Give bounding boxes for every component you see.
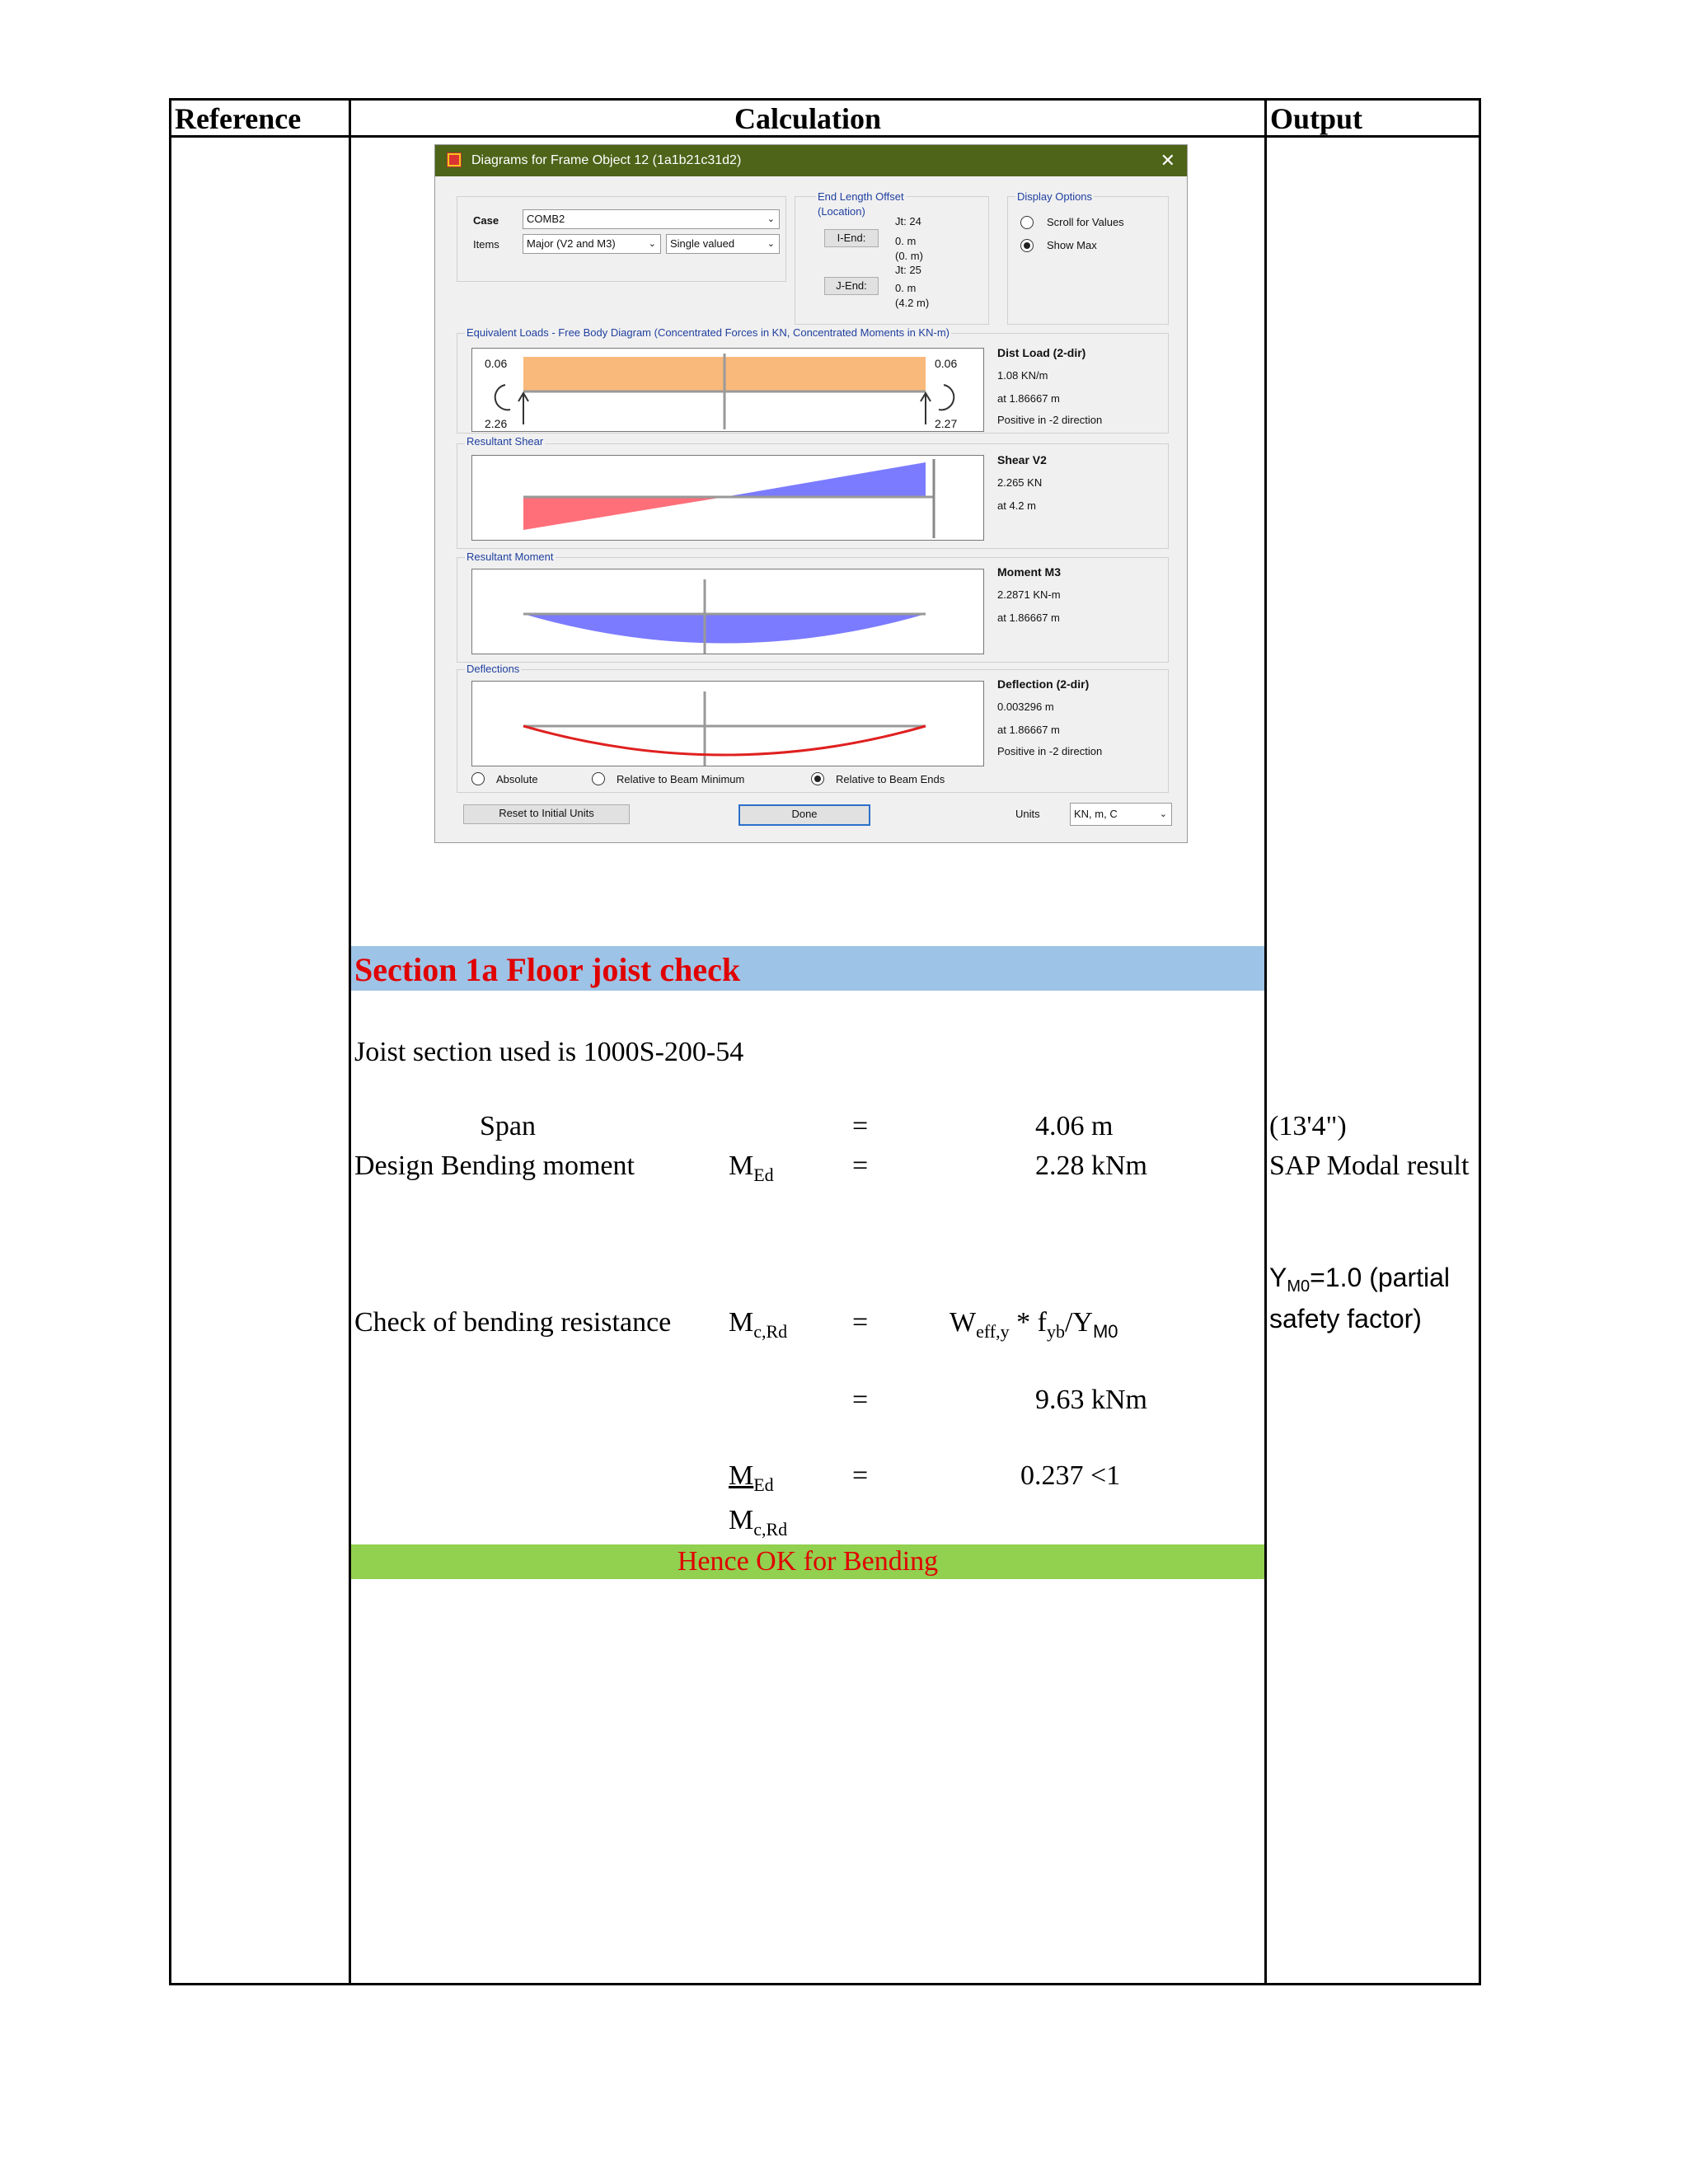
show-max-radio[interactable] [1020,239,1034,252]
ratio-num-sub: Ed [753,1474,774,1495]
app-icon [447,152,462,167]
ratio-equals: = [852,1460,869,1491]
header-reference: Reference [175,102,302,135]
result-text: Hence OK for Bending [677,1546,939,1577]
shear-positive-area [724,462,926,497]
end-offset-sub: (Location) [818,205,865,218]
formula-w: W [950,1307,977,1338]
display-options-legend: Display Options [1017,190,1093,203]
deflection-diagram [471,681,984,766]
left-moment-icon [495,385,510,410]
gamma-value: =1.0 (partial [1310,1263,1451,1292]
design-moment-value: 2.28 kNm [1035,1151,1147,1181]
mcrd-m: M [729,1307,754,1338]
ratio-den-sub: c,Rd [753,1519,788,1540]
shear-negative-area [523,497,724,530]
items-mode-value: Single valued [670,237,735,250]
design-moment-label: Design Bending moment [354,1151,635,1181]
units-label: Units [1015,808,1040,820]
scroll-radio[interactable] [1020,216,1034,229]
joist-section-line: Joist section used is 1000S-200-54 [354,1037,744,1067]
bending-check-equals: = [852,1307,869,1338]
deflection-graphic [472,682,983,766]
j-end-value: 0. m [895,282,917,294]
done-button[interactable]: Done [738,804,870,826]
shear-legend: Resultant Shear [467,435,544,448]
gamma-note-line1 [1269,1263,1450,1296]
resistance-formula [950,1307,1118,1343]
fbd-right-moment: 0.06 [935,357,958,370]
formula-f: * f [1009,1307,1047,1338]
fbd-left-moment: 0.06 [485,357,508,370]
header-calculation: Calculation [734,102,881,135]
j-joint: Jt: 25 [895,264,921,276]
sap-note: SAP Modal result [1269,1151,1470,1181]
column-divider-output [1264,98,1267,1985]
moment-graphic [472,569,983,654]
shear-at: at 4.2 m [997,499,1036,512]
gamma-symbol: Y [1269,1263,1287,1292]
moment-title: Moment M3 [997,565,1061,579]
i-end-button[interactable]: I-End: [824,229,879,247]
formula-m0: M0 [1092,1321,1118,1342]
design-moment-equals: = [852,1151,869,1181]
relative-min-radio[interactable] [592,772,605,785]
moment-value: 2.2871 KN-m [997,588,1061,601]
i-end-location: (0. m) [895,250,923,262]
shear-value: 2.265 KN [997,476,1043,489]
items-select[interactable] [523,234,661,254]
chevron-down-icon: ⌄ [767,239,775,249]
j-end-location: (4.2 m) [895,297,930,309]
chevron-down-icon: ⌄ [1159,809,1167,819]
case-select[interactable] [523,209,780,229]
ratio-value: 0.237 <1 [1020,1460,1121,1491]
deflection-value: 0.003296 m [997,701,1054,713]
case-select-value: COMB2 [527,213,565,225]
items-mode-select[interactable] [666,234,780,254]
med-sub: Ed [753,1165,774,1185]
fbd-left-force: 2.26 [485,417,508,430]
absolute-radio[interactable] [471,772,485,785]
dialog-title: Diagrams for Frame Object 12 (1a1b21c31d2) [471,153,742,167]
equivalent-loads-legend: Equivalent Loads - Free Body Diagram (Concentrated Forces in KN, Concentrated Moments in KN-m) [467,326,950,339]
j-end-button[interactable]: J-End: [824,277,879,295]
formula-gamma: /Y [1064,1307,1093,1338]
items-select-value: Major (V2 and M3) [527,237,616,250]
moment-legend: Resultant Moment [467,551,554,563]
frame-diagram-dialog [434,144,1188,843]
relative-ends-radio[interactable] [811,772,824,785]
moment-at: at 1.86667 m [997,612,1060,624]
header-output: Output [1270,102,1363,135]
deflection-direction: Positive in -2 direction [997,745,1103,757]
units-select[interactable] [1070,803,1172,826]
span-equals: = [852,1111,869,1141]
right-moment-icon [939,385,954,410]
free-body-diagram [471,348,984,432]
deflection-at: at 1.86667 m [997,724,1060,736]
mcrd-equals: = [852,1385,869,1415]
section-heading: Section 1a Floor joist check [354,951,741,988]
case-label: Case [473,214,499,227]
deflections-legend: Deflections [467,663,520,675]
moment-info [997,564,1061,626]
moment-area [523,614,926,644]
shear-diagram [471,455,984,541]
bending-check-label: Check of bending resistance [354,1307,672,1338]
gamma-sub: M0 [1287,1277,1311,1296]
formula-yb: yb [1046,1321,1065,1342]
shear-title: Shear V2 [997,453,1047,466]
mcrd-sub: c,Rd [753,1321,788,1342]
span-label: Span [480,1111,536,1141]
span-value: 4.06 m [1035,1111,1114,1141]
shear-graphic [472,456,983,540]
end-offset-legend: End Length Offset [818,190,904,203]
show-max-label: Show Max [1047,239,1097,251]
ratio-num-m: M [729,1460,754,1491]
med-symbol [729,1151,774,1186]
ratio-den-m: M [729,1505,754,1535]
column-divider-reference [349,98,351,1985]
fbd-right-force: 2.27 [935,417,958,430]
items-label: Items [473,238,499,251]
dist-load-at: at 1.86667 m [997,392,1060,405]
shear-info [997,452,1047,514]
gamma-note-line2: safety factor) [1269,1304,1422,1333]
span-imperial: (13'4") [1269,1111,1347,1141]
absolute-label: Absolute [496,773,538,785]
deflection-info [997,676,1102,765]
dist-load-direction: Positive in -2 direction [997,414,1103,426]
ratio-numerator [729,1460,774,1496]
i-end-value: 0. m [895,235,917,247]
deflection-curve [523,726,926,755]
dist-load-value: 1.08 KN/m [997,369,1048,382]
close-icon[interactable]: ✕ [1160,150,1175,171]
i-joint: Jt: 24 [895,215,921,227]
relative-ends-label: Relative to Beam Ends [836,773,945,785]
ratio-denominator [729,1505,787,1540]
formula-effy: eff,y [976,1321,1010,1342]
dialog-titlebar [435,145,1187,176]
dist-load-title: Dist Load (2-dir) [997,346,1086,359]
relative-min-label: Relative to Beam Minimum [617,773,745,785]
scroll-label: Scroll for Values [1047,216,1124,228]
mcrd-symbol [729,1307,787,1343]
mcrd-value: 9.63 kNm [1035,1385,1147,1415]
chevron-down-icon: ⌄ [767,214,775,224]
deflection-title: Deflection (2-dir) [997,677,1090,691]
dist-load-info [997,344,1102,434]
med-m: M [729,1151,754,1181]
chevron-down-icon: ⌄ [648,239,656,249]
units-select-value: KN, m, C [1074,808,1118,820]
moment-diagram [471,569,984,654]
fbd-graphic [472,349,983,431]
reset-units-button[interactable]: Reset to Initial Units [463,804,630,824]
